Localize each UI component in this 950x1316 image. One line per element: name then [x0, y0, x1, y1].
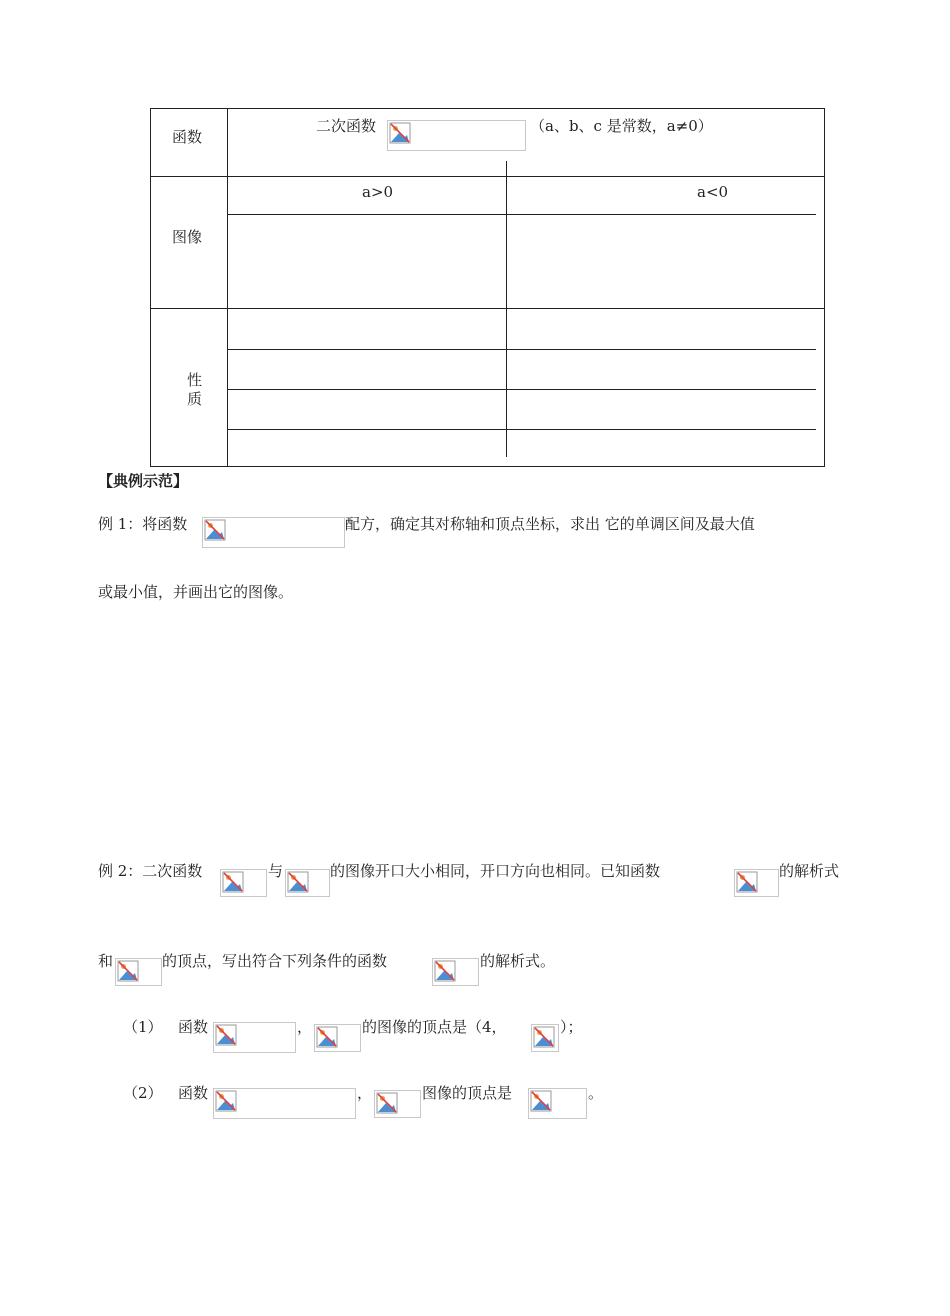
broken-image-icon	[389, 122, 411, 144]
function-condition: （a、b、c 是常数，a≠0）	[530, 117, 713, 135]
row-label-function: 函数	[172, 128, 203, 146]
item2-end: 。	[588, 1084, 604, 1102]
item2-formula-image-2	[374, 1090, 421, 1118]
column-header-a-negative: a<0	[697, 183, 729, 201]
broken-image-icon	[215, 1024, 237, 1046]
broken-image-icon	[117, 960, 139, 982]
example2-line2-prefix: 和	[98, 952, 114, 970]
item1-label: 函数	[178, 1018, 209, 1036]
item2-label: 函数	[178, 1084, 209, 1102]
broken-image-icon	[530, 1090, 552, 1112]
table-border-right	[824, 108, 825, 467]
function-label: 二次函数	[316, 117, 377, 135]
item1-formula-image-2	[314, 1024, 361, 1052]
table-property-line	[228, 389, 816, 390]
table-border-left	[150, 108, 151, 467]
broken-image-icon	[533, 1026, 555, 1048]
table-property-line	[228, 429, 816, 430]
broken-image-icon	[376, 1092, 398, 1114]
example1-line2: 或最小值，并画出它的图像。	[98, 583, 294, 601]
table-row-divider	[150, 308, 825, 309]
item1-number: （1）	[123, 1018, 163, 1036]
broken-image-icon	[316, 1026, 338, 1048]
item1-formula-image-1	[213, 1022, 296, 1053]
example2-conj: 与	[268, 862, 284, 880]
row-label-property-2: 质	[187, 390, 203, 408]
broken-image-icon	[434, 960, 456, 982]
example1-suffix: 配方，确定其对称轴和顶点坐标，求出 它的单调区间及最大值	[345, 515, 755, 533]
table-column-divider	[506, 161, 507, 457]
table-border-top	[150, 108, 825, 109]
example2-formula-image-5	[432, 958, 479, 986]
table-row-divider	[150, 176, 825, 177]
column-header-a-positive: a>0	[362, 183, 394, 201]
broken-image-icon	[736, 871, 758, 893]
example2-line2-mid: 的顶点，写出符合下列条件的函数	[162, 952, 388, 970]
broken-image-icon	[222, 871, 244, 893]
item1-end: ）；	[560, 1018, 583, 1036]
example2-mid: 的图像开口大小相同，开口方向也相同。已知函数	[330, 862, 661, 880]
item1-formula-image-3	[531, 1024, 559, 1052]
broken-image-icon	[204, 519, 226, 541]
example2-formula-image-3	[734, 869, 779, 897]
formula-image	[387, 120, 526, 151]
item2-formula-image-1	[213, 1088, 356, 1119]
example2-formula-image-4	[115, 958, 162, 986]
row-label-property-1: 性	[187, 371, 203, 389]
item1-comma: ，	[297, 1018, 313, 1036]
table-label-divider	[227, 108, 228, 467]
example2-formula-image-2	[285, 869, 330, 897]
table-header-line	[228, 214, 816, 215]
example2-suffix: 的解析式	[779, 862, 840, 880]
broken-image-icon	[215, 1090, 237, 1112]
item2-comma: ，	[357, 1084, 373, 1102]
item2-formula-image-3	[528, 1088, 587, 1119]
row-label-graph: 图像	[172, 228, 203, 246]
example1-formula-image	[202, 517, 345, 548]
example2-prefix: 例 2：二次函数	[98, 862, 203, 880]
item1-text: 的图像的顶点是（4，	[362, 1018, 507, 1036]
broken-image-icon	[287, 871, 309, 893]
table-property-line	[228, 349, 816, 350]
example2-line2-suffix: 的解析式。	[480, 952, 556, 970]
section-title: 【典例示范】	[98, 472, 189, 490]
table-border-bottom	[150, 466, 825, 467]
example1-prefix: 例 1：将函数	[98, 515, 188, 533]
item2-number: （2）	[123, 1084, 163, 1102]
example2-formula-image-1	[220, 869, 267, 897]
item2-text: 图像的顶点是	[422, 1084, 513, 1102]
